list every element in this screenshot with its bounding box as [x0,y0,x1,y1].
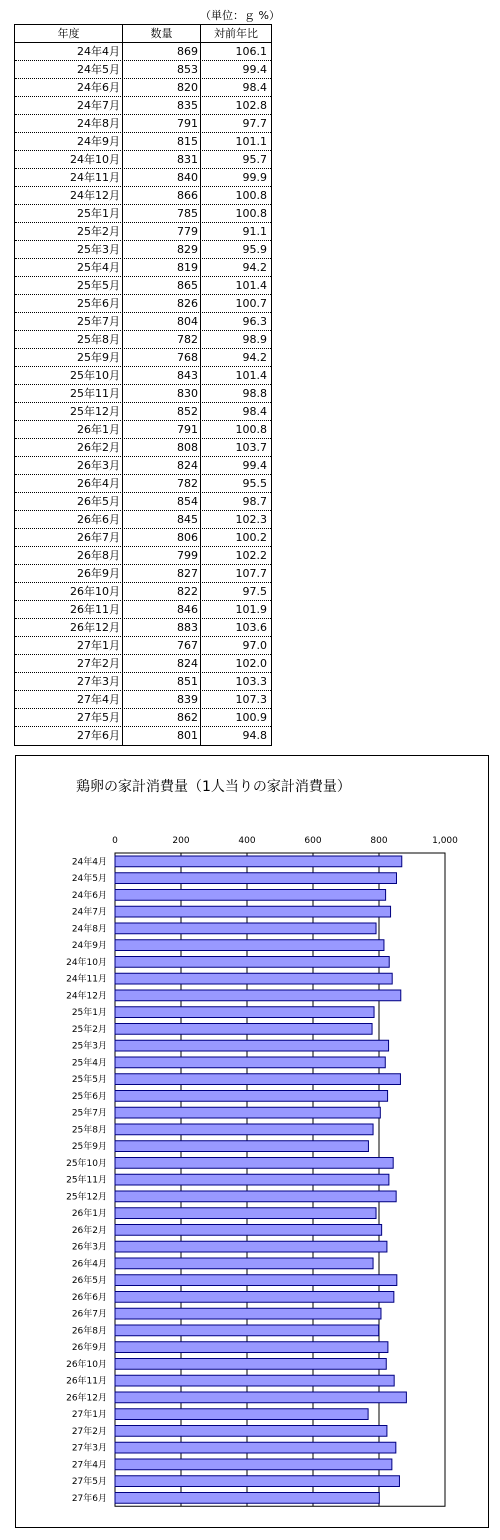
bar [115,1057,385,1068]
quantity-cell: 808 [123,439,201,456]
y-category-label: 26年4月 [71,1259,107,1270]
table-row [15,187,271,205]
y-category-label: 27年3月 [71,1443,107,1454]
quantity-cell: 782 [123,475,201,492]
yoy-ratio-cell: 102.3 [235,513,267,526]
yoy-ratio-cell: 98.9 [242,333,267,346]
table-row [15,349,271,367]
yoy-ratio-cell: 94.8 [242,729,267,742]
table-row [15,655,271,673]
table-row [15,43,271,61]
y-category-label: 27年4月 [71,1460,107,1471]
period-cell: 26年11月 [15,601,123,618]
yoy-ratio-cell: 99.4 [242,63,267,76]
bar [115,1024,372,1035]
bar [115,1392,406,1403]
yoy-ratio-cell: 96.3 [242,315,267,328]
y-category-label: 26年9月 [71,1343,107,1354]
bar [115,1074,400,1085]
period-cell: 26年5月 [15,493,123,510]
table-row [15,493,271,511]
yoy-ratio-cell: 94.2 [242,351,267,364]
table-row [15,277,271,295]
bar [115,1174,389,1185]
yoy-ratio-cell: 103.7 [235,441,267,454]
y-category-label: 27年5月 [71,1477,107,1488]
period-cell: 24年12月 [15,187,123,204]
quantity-cell: 799 [123,547,201,564]
quantity-cell: 852 [123,403,201,420]
bar [115,1409,368,1420]
yoy-ratio-cell: 100.8 [235,423,267,436]
yoy-ratio-cell: 95.5 [242,477,267,490]
table-row [15,673,271,691]
yoy-ratio-cell: 102.0 [235,657,267,670]
bar [115,1208,376,1219]
period-cell: 27年3月 [15,673,123,690]
bar [115,856,402,867]
header-yoy-ratio: 対前年比 [214,27,258,40]
x-tick-label: 600 [304,836,322,846]
table-row [15,727,271,745]
table-row [15,547,271,565]
y-category-label: 26年10月 [66,1359,107,1370]
y-category-label: 26年5月 [71,1276,107,1287]
yoy-ratio-cell: 99.9 [242,171,267,184]
yoy-ratio-cell: 95.9 [242,243,267,256]
quantity-cell: 827 [123,565,201,582]
table-row [15,619,271,637]
bar [115,923,376,934]
quantity-cell: 822 [123,583,201,600]
quantity-cell: 815 [123,133,201,150]
quantity-cell: 785 [123,205,201,222]
y-category-label: 26年12月 [66,1393,107,1404]
bar [115,1325,379,1336]
table-row [15,313,271,331]
table-row [15,457,271,475]
bar [115,1342,388,1353]
period-cell: 25年2月 [15,223,123,240]
yoy-ratio-cell: 100.2 [235,531,267,544]
table-row [15,403,271,421]
chart-title: 鶏卵の家計消費量（1人当りの家計消費量） [76,779,351,795]
yoy-ratio-cell: 97.7 [242,117,267,130]
table-row [15,259,271,277]
quantity-cell: 779 [123,223,201,240]
bar [115,1241,387,1252]
period-cell: 26年1月 [15,421,123,438]
quantity-cell: 866 [123,187,201,204]
y-category-label: 26年3月 [71,1242,107,1253]
table-row [15,295,271,313]
bar [115,1141,368,1152]
table-row [15,133,271,151]
quantity-cell: 830 [123,385,201,402]
quantity-cell: 801 [123,727,201,745]
quantity-cell: 829 [123,241,201,258]
yoy-ratio-cell: 100.8 [235,207,267,220]
yoy-ratio-cell: 101.4 [235,279,267,292]
bar [115,990,401,1001]
quantity-cell: 791 [123,421,201,438]
period-cell: 25年12月 [15,403,123,420]
table-row [15,565,271,583]
bar-chart [16,756,488,1527]
bar [115,957,389,968]
yoy-ratio-cell: 107.3 [235,693,267,706]
bar [115,1225,382,1236]
yoy-ratio-cell: 97.5 [242,585,267,598]
period-cell: 25年10月 [15,367,123,384]
y-category-label: 26年6月 [71,1292,107,1303]
bar [115,1007,374,1018]
y-category-label: 25年2月 [71,1024,107,1035]
yoy-ratio-cell: 100.7 [235,297,267,310]
yoy-ratio-cell: 102.2 [235,549,267,562]
quantity-cell: 826 [123,295,201,312]
quantity-cell: 791 [123,115,201,132]
quantity-cell: 819 [123,259,201,276]
period-cell: 24年11月 [15,169,123,186]
table-row [15,511,271,529]
y-category-label: 26年7月 [71,1309,107,1320]
quantity-cell: 768 [123,349,201,366]
period-cell: 25年8月 [15,331,123,348]
header-quantity: 数量 [123,25,201,42]
quantity-cell: 824 [123,457,201,474]
period-cell: 25年11月 [15,385,123,402]
y-category-label: 25年7月 [71,1108,107,1119]
quantity-cell: 840 [123,169,201,186]
quantity-cell: 865 [123,277,201,294]
table-row [15,421,271,439]
period-cell: 24年9月 [15,133,123,150]
period-cell: 27年2月 [15,655,123,672]
table-row [15,583,271,601]
table-row [15,637,271,655]
table-row [15,709,271,727]
y-category-label: 26年8月 [71,1326,107,1337]
table-row [15,331,271,349]
period-cell: 27年6月 [15,727,123,745]
table-body [15,43,271,745]
quantity-cell: 824 [123,655,201,672]
y-category-label: 27年6月 [71,1493,107,1504]
bar [115,1158,393,1169]
bar [115,1359,386,1370]
quantity-cell: 843 [123,367,201,384]
period-cell: 24年7月 [15,97,123,114]
yoy-ratio-cell: 106.1 [235,45,267,58]
chart-frame [15,755,489,1528]
table-row [15,475,271,493]
period-cell: 24年8月 [15,115,123,132]
period-cell: 26年2月 [15,439,123,456]
table-row [15,223,271,241]
table-row [15,385,271,403]
yoy-ratio-cell: 100.9 [235,711,267,724]
bar [115,1275,397,1286]
period-cell: 27年1月 [15,637,123,654]
x-tick-label: 0 [112,836,118,846]
period-cell: 26年6月 [15,511,123,528]
quantity-cell: 767 [123,637,201,654]
bar [115,1091,388,1102]
data-table [14,24,272,746]
bar [115,1308,381,1319]
y-category-label: 25年8月 [71,1125,107,1136]
table-row [15,61,271,79]
table-row [15,691,271,709]
period-cell: 24年10月 [15,151,123,168]
yoy-ratio-cell: 107.7 [235,567,267,580]
quantity-cell: 869 [123,43,201,60]
unit-label: （単位：ｇ %） [200,9,280,22]
y-category-label: 24年8月 [71,924,107,935]
period-cell: 25年3月 [15,241,123,258]
bar [115,1292,394,1303]
yoy-ratio-cell: 99.4 [242,459,267,472]
y-category-label: 25年1月 [71,1008,107,1019]
yoy-ratio-cell: 103.3 [235,675,267,688]
quantity-cell: 831 [123,151,201,168]
bar [115,1442,396,1453]
table-row [15,529,271,547]
y-category-label: 24年12月 [66,991,107,1002]
period-cell: 26年4月 [15,475,123,492]
quantity-cell: 854 [123,493,201,510]
y-category-label: 24年10月 [66,957,107,968]
y-category-label: 25年6月 [71,1091,107,1102]
y-category-label: 25年10月 [66,1158,107,1169]
y-category-label: 24年5月 [71,874,107,885]
yoy-ratio-cell: 97.0 [242,639,267,652]
table-row [15,439,271,457]
quantity-cell: 862 [123,709,201,726]
y-category-label: 25年9月 [71,1142,107,1153]
period-cell: 26年7月 [15,529,123,546]
y-category-label: 25年5月 [71,1075,107,1086]
y-category-label: 25年4月 [71,1058,107,1069]
table-row [15,601,271,619]
yoy-ratio-cell: 101.1 [235,135,267,148]
period-cell: 24年4月 [15,43,123,60]
period-cell: 27年4月 [15,691,123,708]
bar [115,1375,394,1386]
y-category-label: 26年1月 [71,1209,107,1220]
x-tick-label: 200 [172,836,190,846]
yoy-ratio-cell: 98.4 [242,81,267,94]
x-tick-label: 1,000 [432,836,458,846]
period-cell: 26年12月 [15,619,123,636]
period-cell: 24年6月 [15,79,123,96]
y-category-label: 24年4月 [71,857,107,868]
period-cell: 25年9月 [15,349,123,366]
y-category-label: 27年1月 [71,1410,107,1421]
yoy-ratio-cell: 101.9 [235,603,267,616]
period-cell: 27年5月 [15,709,123,726]
table-row [15,367,271,385]
quantity-cell: 806 [123,529,201,546]
y-category-label: 24年7月 [71,907,107,918]
yoy-ratio-cell: 98.7 [242,495,267,508]
y-category-label: 26年11月 [66,1376,107,1387]
bar [115,890,386,901]
period-cell: 25年5月 [15,277,123,294]
y-category-label: 24年6月 [71,890,107,901]
y-category-label: 25年11月 [66,1175,107,1186]
yoy-ratio-cell: 95.7 [242,153,267,166]
table-row [15,241,271,259]
yoy-ratio-cell: 101.4 [235,369,267,382]
yoy-ratio-cell: 100.8 [235,189,267,202]
quantity-cell: 851 [123,673,201,690]
period-cell: 25年4月 [15,259,123,276]
table-row [15,151,271,169]
y-category-label: 27年2月 [71,1426,107,1437]
period-cell: 26年8月 [15,547,123,564]
quantity-cell: 782 [123,331,201,348]
table-row [15,115,271,133]
y-category-label: 25年12月 [66,1192,107,1203]
yoy-ratio-cell: 94.2 [242,261,267,274]
yoy-ratio-cell: 102.8 [235,99,267,112]
quantity-cell: 883 [123,619,201,636]
bar [115,1258,373,1269]
bar [115,873,396,884]
bar [115,973,392,984]
x-tick-label: 800 [370,836,388,846]
quantity-cell: 839 [123,691,201,708]
period-cell: 26年10月 [15,583,123,600]
y-category-label: 24年9月 [71,941,107,952]
period-cell: 25年7月 [15,313,123,330]
yoy-ratio-cell: 103.6 [235,621,267,634]
yoy-ratio-cell: 98.8 [242,387,267,400]
period-cell: 25年1月 [15,205,123,222]
period-cell: 24年5月 [15,61,123,78]
period-cell: 26年3月 [15,457,123,474]
bar [115,1191,396,1202]
table-row [15,97,271,115]
table-row [15,79,271,97]
bar [115,1459,392,1470]
quantity-cell: 820 [123,79,201,96]
bar [115,906,391,917]
period-cell: 26年9月 [15,565,123,582]
x-tick-label: 400 [238,836,256,846]
yoy-ratio-cell: 91.1 [242,225,267,238]
y-category-label: 24年11月 [66,974,107,985]
quantity-cell: 846 [123,601,201,618]
bar [115,1426,387,1437]
quantity-cell: 853 [123,61,201,78]
yoy-ratio-cell: 98.4 [242,405,267,418]
table-row [15,205,271,223]
table-row [15,169,271,187]
bar [115,1476,399,1487]
y-category-label: 26年2月 [71,1225,107,1236]
y-category-label: 25年3月 [71,1041,107,1052]
period-cell: 25年6月 [15,295,123,312]
quantity-cell: 835 [123,97,201,114]
quantity-cell: 804 [123,313,201,330]
bar [115,940,384,951]
bar [115,1107,380,1118]
bar [115,1040,389,1051]
table-header-row [15,25,271,43]
quantity-cell: 845 [123,511,201,528]
header-period: 年度 [15,25,123,42]
bar [115,1124,373,1135]
bar [115,1493,379,1504]
